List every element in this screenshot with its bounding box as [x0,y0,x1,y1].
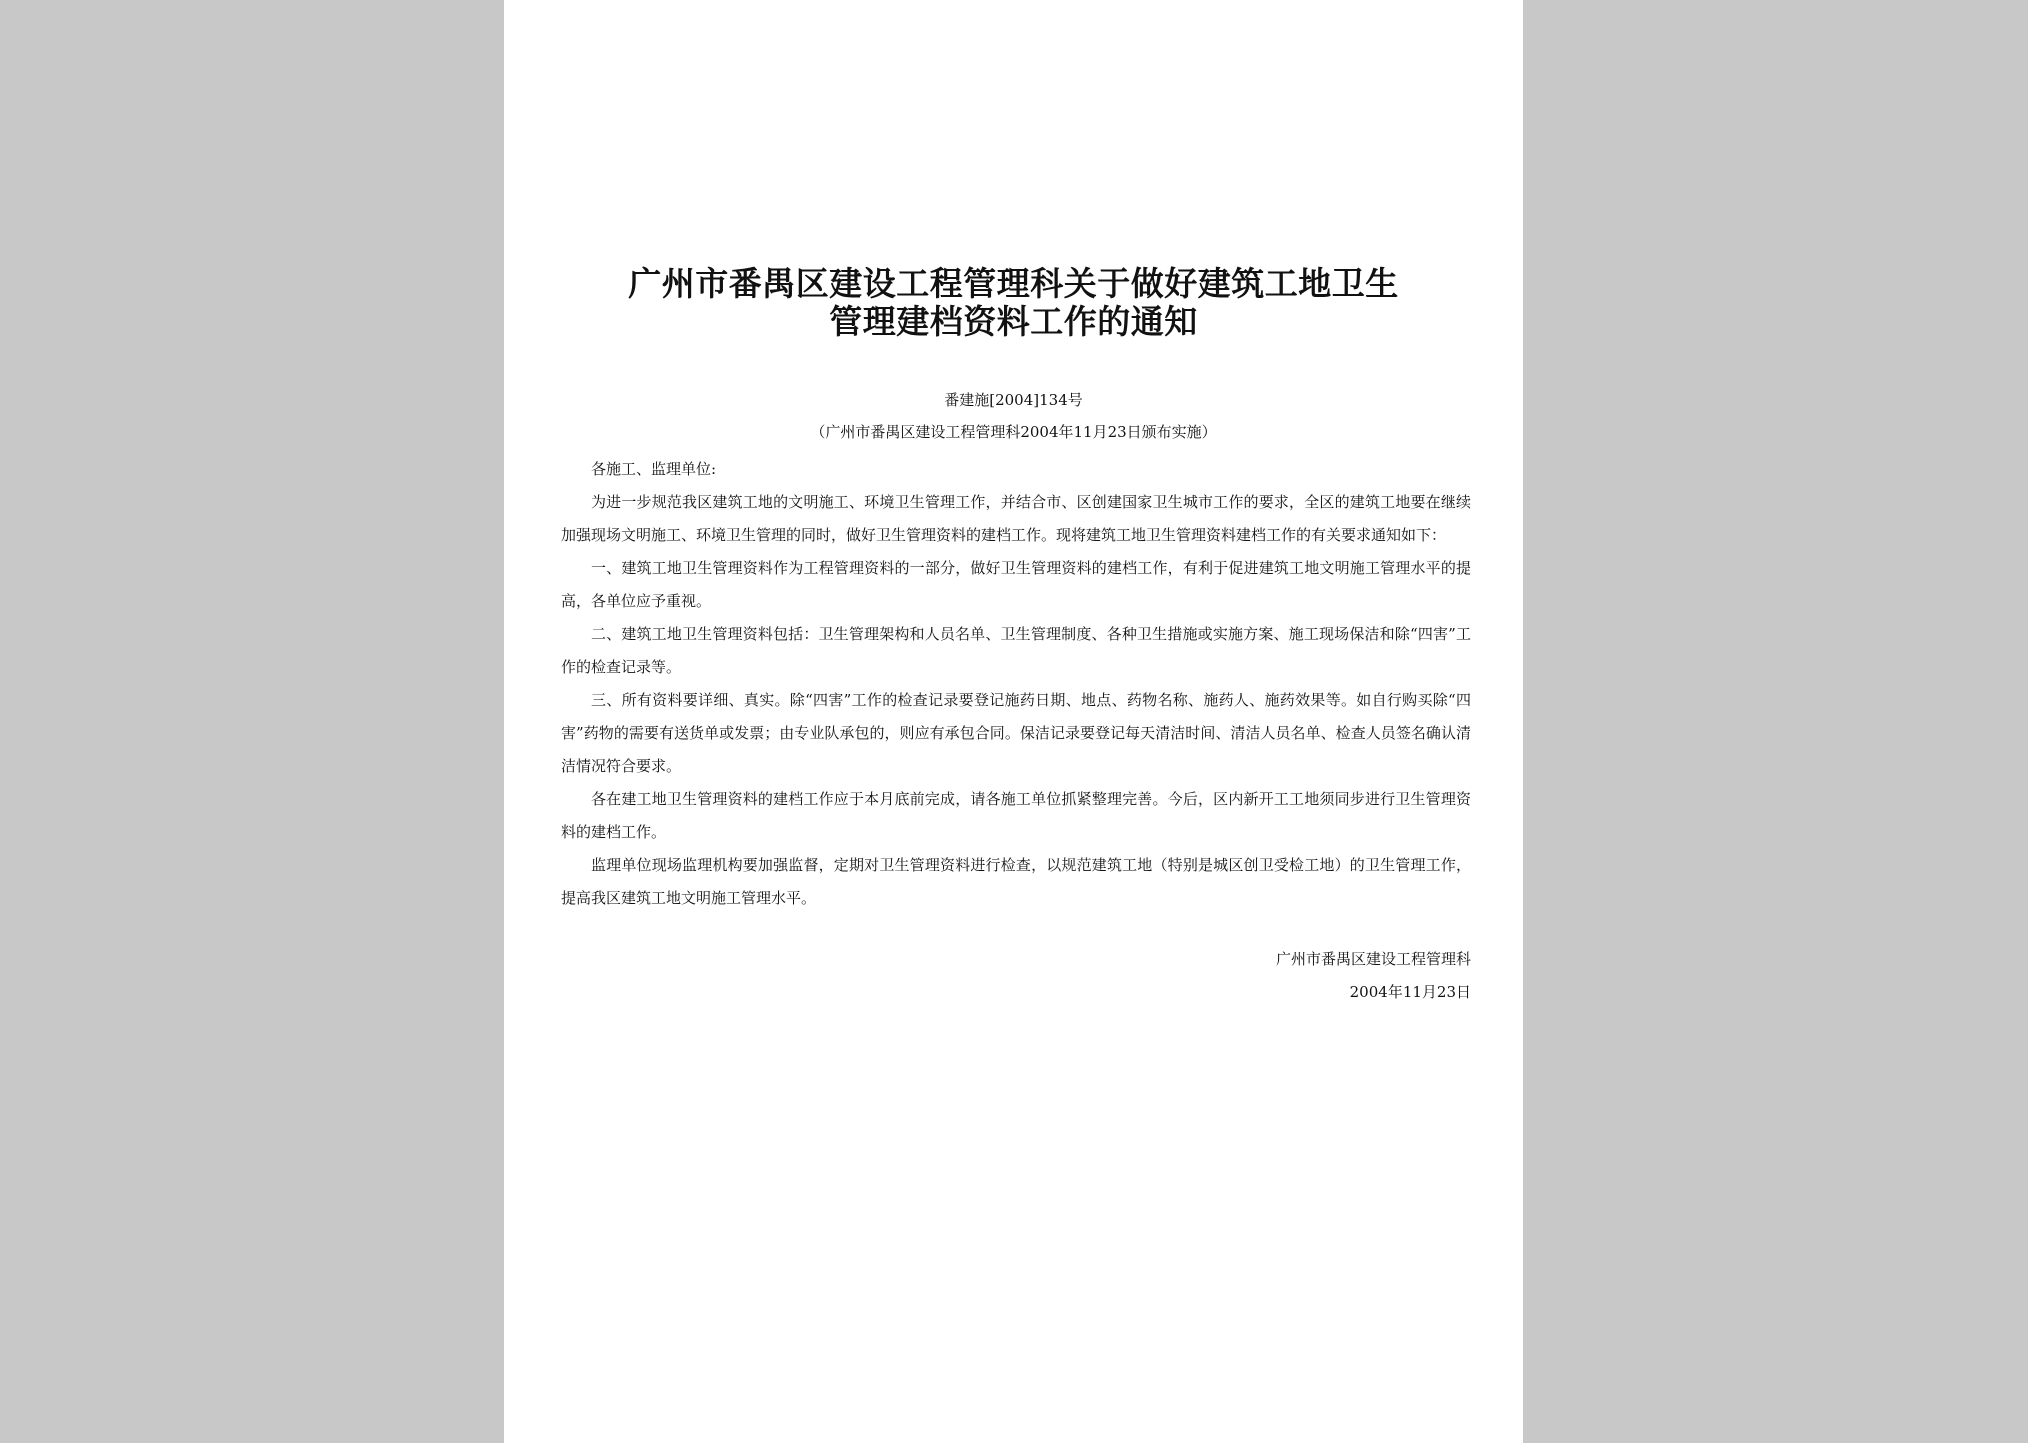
signature-block [561,943,1471,1009]
document-number: 番建施[2004]134号 [944,391,1083,409]
document-page [504,0,1523,1443]
document-title [544,265,1483,341]
paragraph-item-3: 三、所有资料要详细、真实。除“四害”工作的检查记录要登记施药日期、地点、药物名称、施药人、施药效果等。如自行购买除“四害”药物的需要有送货单或发票；由专业队承包的，则应有承包合同。保洁记录要登记每天清洁时间、清洁人员名单、检查人员签名确认清洁情况符合要求。 [561,691,1471,775]
document-body [561,453,1471,915]
issued-note: （广州市番禺区建设工程管理科2004年11月23日颁布实施） [810,423,1217,441]
paragraph-supervision: 监理单位现场监理机构要加强监督，定期对卫生管理资料进行检查，以规范建筑工地（特别是城区创卫受检工地）的卫生管理工作，提高我区建筑工地文明施工管理水平。 [561,856,1471,907]
paragraph-item-2: 二、建筑工地卫生管理资料包括：卫生管理架构和人员名单、卫生管理制度、各种卫生措施或实施方案、施工现场保洁和除“四害”工作的检查记录等。 [561,625,1471,676]
signature-date: 2004年11月23日 [1349,983,1471,1001]
signature-org: 广州市番禺区建设工程管理科 [1275,950,1471,968]
paragraph-intro: 为进一步规范我区建筑工地的文明施工、环境卫生管理工作，并结合市、区创建国家卫生城市工作的要求，全区的建筑工地要在继续加强现场文明施工、环境卫生管理的同时，做好卫生管理资料的建档工作。现将建筑工地卫生管理资料建档工作的有关要求通知如下： [561,493,1471,544]
paragraph-deadline: 各在建工地卫生管理资料的建档工作应于本月底前完成，请各施工单位抓紧整理完善。今后，区内新开工工地须同步进行卫生管理资料的建档工作。 [561,790,1471,841]
salutation: 各施工、监理单位: [591,460,717,478]
paragraph-item-1: 一、建筑工地卫生管理资料作为工程管理资料的一部分，做好卫生管理资料的建档工作，有利于促进建筑工地文明施工管理水平的提高，各单位应予重视。 [561,559,1471,610]
title-line-2: 管理建档资料工作的通知 [829,302,1198,341]
title-line-1: 广州市番禺区建设工程管理科关于做好建筑工地卫生 [628,264,1399,303]
